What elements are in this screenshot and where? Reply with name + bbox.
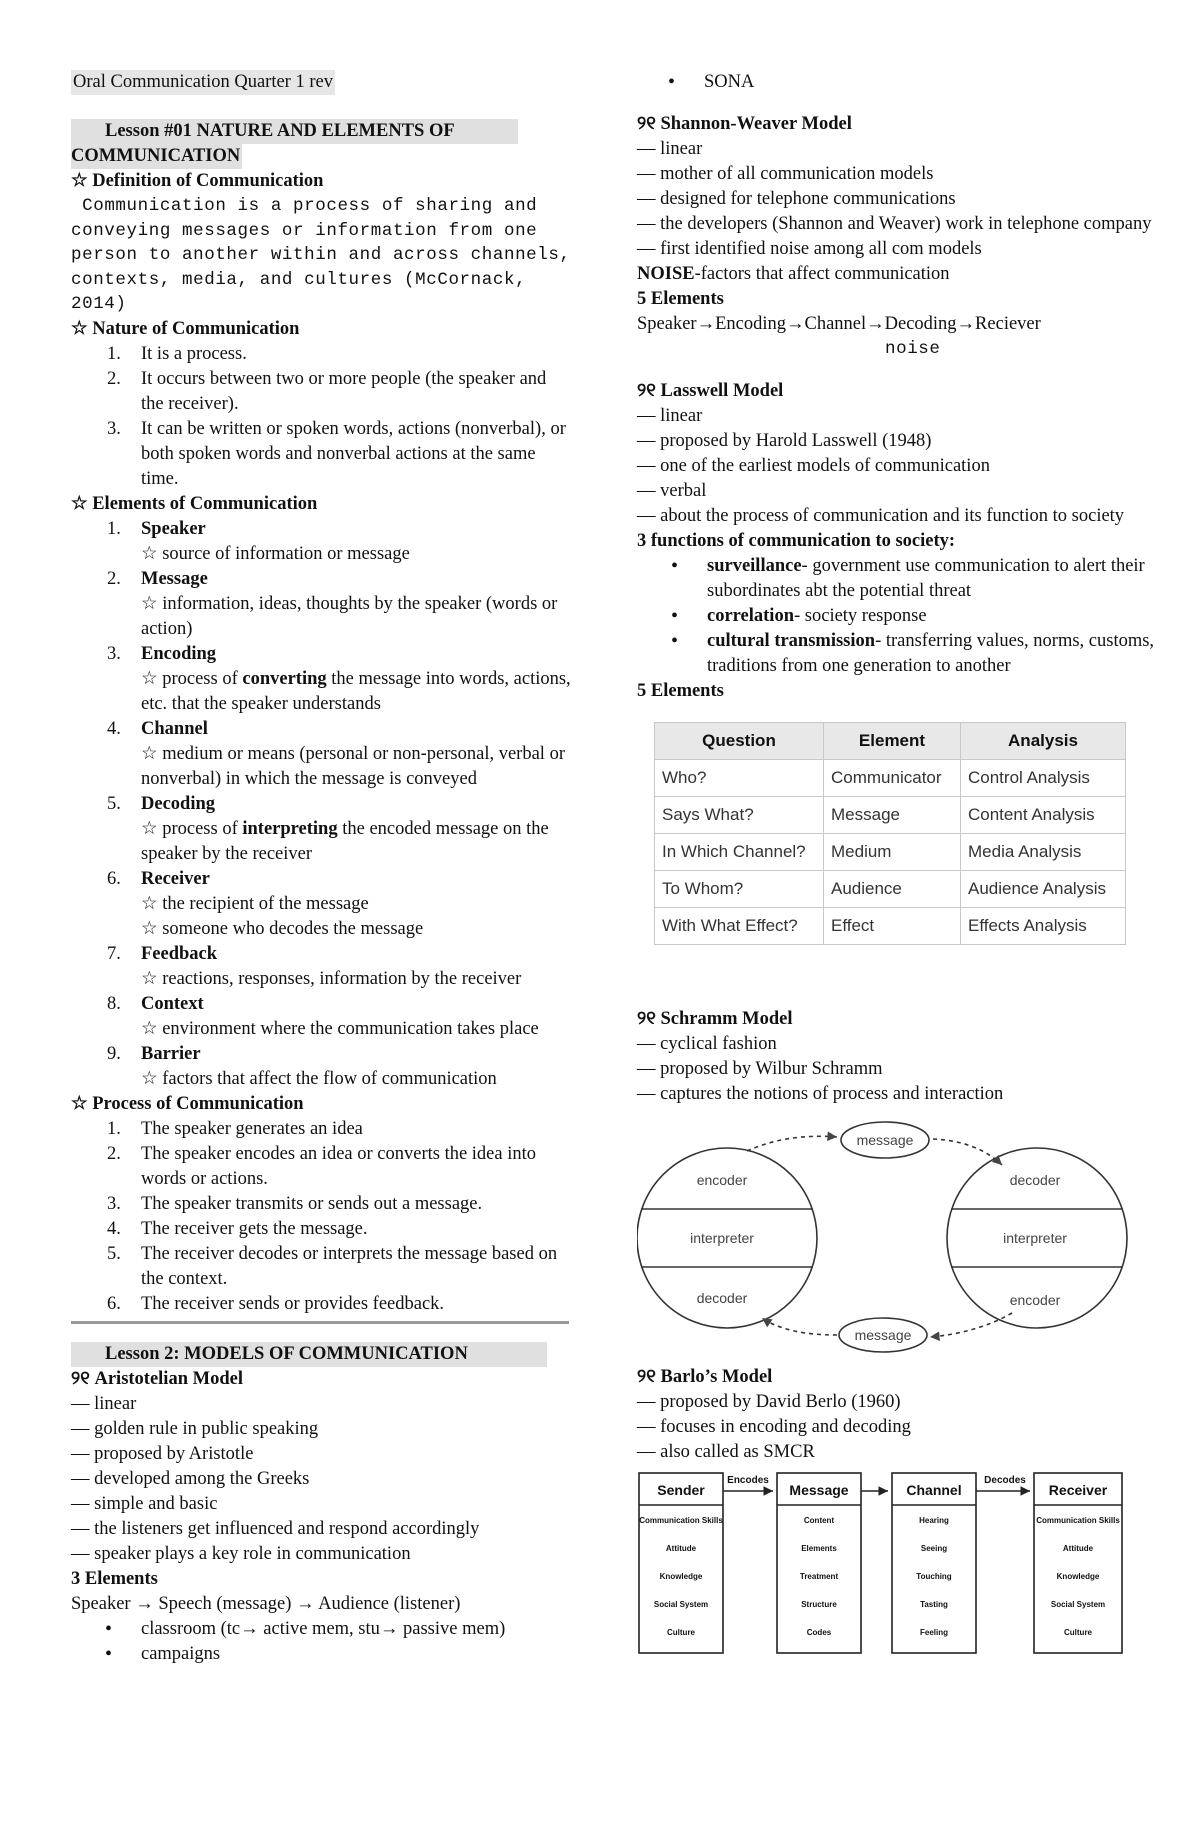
table-row <box>655 759 1126 796</box>
box-item: Elements <box>801 1543 837 1553</box>
box-item: Tasting <box>920 1599 948 1609</box>
left-interpreter-label: interpreter <box>690 1229 754 1246</box>
box-item: Touching <box>916 1571 952 1581</box>
element-message: Message ☆ information, ideas, thoughts by the speaker (words or action) <box>141 568 558 639</box>
arrow <box>747 1136 837 1151</box>
table-header: Analysis <box>961 722 1126 759</box>
lasswell-elements-heading: 5 Elements <box>637 680 724 701</box>
list-item: The speaker transmits or sends out a message. <box>141 1193 483 1214</box>
lasswell-functions <box>637 554 1157 679</box>
aristotle-line: — developed among the Greeks <box>71 1468 310 1489</box>
barlo-diagram <box>637 1471 1127 1661</box>
function-surveillance: • surveillance- government use communication to alert their subordinates abt the potential threat <box>637 554 1157 604</box>
shannon-noise-def: NOISE-factors that affect communication <box>637 264 950 284</box>
schramm-line: — captures the notions of process and interaction <box>637 1083 1004 1104</box>
shannon-line: — designed for telephone communications <box>637 189 956 209</box>
element-receiver: Receiver ☆ the recipient of the message ☆ someone who decodes the message <box>141 868 424 939</box>
lasswell-table <box>654 722 1126 945</box>
table-cell: Effects Analysis <box>961 907 1126 944</box>
schramm-heading: ୨୧ Schramm Model <box>637 1008 793 1029</box>
table-cell: In Which Channel? <box>655 833 824 870</box>
box-item: Codes <box>806 1627 832 1637</box>
aristotle-elements-heading: 3 Elements <box>71 1568 158 1589</box>
elements-heading: ☆ Elements of Communication <box>71 493 318 514</box>
table-header-row <box>655 722 1126 759</box>
lesson1-header-line2: COMMUNICATION <box>71 144 242 169</box>
message-top-label: message <box>856 1131 914 1148</box>
aristotle-bullets <box>71 1617 571 1667</box>
table-cell: Medium <box>824 833 961 870</box>
lesson1-header <box>71 119 518 144</box>
lasswell-functions-heading: 3 functions of communication to society: <box>637 530 956 551</box>
box-item: Culture <box>667 1627 695 1637</box>
arrow <box>762 1318 837 1335</box>
aristotle-line: — simple and basic <box>71 1493 218 1514</box>
table-cell: Communicator <box>824 759 961 796</box>
lasswell-heading: ୨୧ Lasswell Model <box>637 380 784 401</box>
shannon-noise-label: noise <box>885 339 941 359</box>
function-cultural-transmission: • cultural transmission- transferring values, norms, customs, traditions from one generation to another <box>637 629 1157 679</box>
right-interpreter-label: interpreter <box>1003 1229 1067 1246</box>
list-item: • SONA <box>634 70 1157 95</box>
definition-text: Communication is a process of sharing and conveying messages or information from one person to another within and across channels, contexts, media, and cultures (McCornack, 2014) <box>71 196 582 314</box>
table-row <box>655 796 1126 833</box>
channel-title: Channel <box>906 1481 962 1498</box>
right-decoder-label: decoder <box>1009 1171 1061 1188</box>
section-divider <box>71 1321 569 1324</box>
aristotle-flow: Speaker → Speech (message) → Audience (listener) <box>71 1593 461 1614</box>
encodes-label: Encodes <box>727 1474 769 1486</box>
message-box <box>777 1473 861 1653</box>
left-decoder-label: decoder <box>696 1289 748 1306</box>
lesson1-header-line1: Lesson #01 NATURE AND ELEMENTS OF <box>105 121 455 141</box>
table-header: Question <box>655 722 824 759</box>
sender-box <box>639 1473 723 1653</box>
box-item: Content <box>803 1515 835 1525</box>
table-cell: Message <box>824 796 961 833</box>
table-cell: Control Analysis <box>961 759 1126 796</box>
lasswell-line: — about the process of communication and its function to society <box>637 505 1125 526</box>
element-barrier: Barrier ☆ factors that affect the flow of communication <box>141 1043 497 1089</box>
box-item: Seeing <box>920 1543 948 1553</box>
lesson2-header: Lesson 2: MODELS OF COMMUNICATION <box>71 1342 547 1367</box>
element-speaker: Speaker ☆ source of information or message <box>141 518 410 564</box>
function-correlation: • correlation- society response <box>637 604 1157 629</box>
list-item: The receiver gets the message. <box>141 1218 368 1239</box>
nature-list <box>71 342 571 492</box>
receiver-box <box>1034 1473 1122 1653</box>
receiver-title: Receiver <box>1048 1481 1108 1498</box>
schramm-diagram <box>637 1113 1137 1353</box>
box-item: Knowledge <box>659 1571 703 1581</box>
list-item: The speaker encodes an idea or converts the idea into words or actions. <box>141 1143 537 1189</box>
sender-title: Sender <box>657 1481 705 1498</box>
left-encoder-label: encoder <box>696 1171 748 1188</box>
element-context: Context ☆ environment where the communication takes place <box>141 993 539 1039</box>
shannon-line: — first identified noise among all com models <box>637 239 982 259</box>
list-item: • classroom (tc→ active mem, stu→ passive mem) <box>71 1617 571 1642</box>
shannon-line: — the developers (Shannon and Weaver) work in telephone company <box>637 214 1152 234</box>
box-item: Communication Skills <box>639 1515 723 1525</box>
aristotle-line: — the listeners get influenced and respond accordingly <box>71 1518 480 1539</box>
shannon-elements-heading: 5 Elements <box>637 289 724 309</box>
list-item: The receiver sends or provides feedback. <box>141 1293 445 1314</box>
right-encoder-label: encoder <box>1009 1291 1061 1308</box>
shannon-line: — mother of all communication models <box>637 164 934 184</box>
shannon-flow: Speaker→Encoding→Channel→Decoding→Reciever <box>637 314 1041 334</box>
table-cell: With What Effect? <box>655 907 824 944</box>
box-item: Treatment <box>799 1571 839 1581</box>
nature-heading: ☆ Nature of Communication <box>71 318 300 339</box>
aristotle-line: — speaker plays a key role in communication <box>71 1543 411 1564</box>
table-cell: Audience <box>824 870 961 907</box>
lasswell-line: — proposed by Harold Lasswell (1948) <box>637 430 932 451</box>
box-item: Social System <box>1050 1599 1106 1609</box>
table-header: Element <box>824 722 961 759</box>
elements-list <box>71 517 571 1092</box>
box-item: Attitude <box>665 1543 697 1553</box>
channel-box <box>892 1473 976 1653</box>
schramm-line: — proposed by Wilbur Schramm <box>637 1058 883 1079</box>
table-cell: Says What? <box>655 796 824 833</box>
message-title: Message <box>789 1481 849 1498</box>
table-row <box>655 907 1126 944</box>
table-cell: Audience Analysis <box>961 870 1126 907</box>
table-cell: Effect <box>824 907 961 944</box>
element-feedback: Feedback ☆ reactions, responses, information by the receiver <box>141 943 522 989</box>
barlo-heading: ୨୧ Barlo’s Model <box>637 1366 773 1387</box>
list-item: The speaker generates an idea <box>141 1118 363 1139</box>
table-cell: Media Analysis <box>961 833 1126 870</box>
aristotle-heading: ୨୧ Aristotelian Model <box>71 1368 243 1389</box>
barlo-line: — also called as SMCR <box>637 1441 815 1462</box>
list-item: It is a process. <box>141 343 247 364</box>
aristotle-bullets-continued <box>634 70 1157 95</box>
list-item: The receiver decodes or interprets the message based on the context. <box>141 1243 558 1289</box>
barlo-line: — proposed by David Berlo (1960) <box>637 1391 901 1412</box>
table-row <box>655 870 1126 907</box>
lasswell-line: — linear <box>637 405 703 426</box>
box-item: Attitude <box>1062 1543 1094 1553</box>
aristotle-line: — golden rule in public speaking <box>71 1418 319 1439</box>
barlo-line: — focuses in encoding and decoding <box>637 1416 911 1437</box>
box-item: Culture <box>1064 1627 1092 1637</box>
table-cell: Content Analysis <box>961 796 1126 833</box>
arrow <box>930 1313 1012 1337</box>
aristotle-line: — linear <box>71 1393 137 1414</box>
document-title: Oral Communication Quarter 1 rev <box>71 70 335 95</box>
box-item: Communication Skills <box>1036 1515 1120 1525</box>
list-item: It can be written or spoken words, actions (nonverbal), or both spoken words and nonverbal actions at the same time. <box>141 418 566 489</box>
aristotle-line: — proposed by Aristotle <box>71 1443 254 1464</box>
table-cell: Who? <box>655 759 824 796</box>
table-row <box>655 833 1126 870</box>
list-item: It occurs between two or more people (the speaker and the receiver). <box>141 368 547 414</box>
list-item: • campaigns <box>71 1642 571 1667</box>
table-cell: To Whom? <box>655 870 824 907</box>
lasswell-line: — one of the earliest models of communication <box>637 455 990 476</box>
box-item: Social System <box>653 1599 709 1609</box>
right-column <box>637 70 1157 1661</box>
definition-heading: ☆ Definition of Communication <box>71 171 324 191</box>
element-decoding: Decoding ☆ process of interpreting the encoded message on the speaker by the receiver <box>141 793 549 864</box>
box-item: Knowledge <box>1056 1571 1100 1581</box>
box-item: Hearing <box>919 1515 949 1525</box>
message-bottom-label: message <box>854 1326 912 1343</box>
left-column <box>71 70 582 1667</box>
shannon-heading: ୨୧ Shannon-Weaver Model <box>637 114 852 134</box>
box-item: Feeling <box>919 1627 949 1637</box>
decodes-label: Decodes <box>984 1474 1026 1486</box>
shannon-line: — linear <box>637 139 703 159</box>
schramm-line: — cyclical fashion <box>637 1033 777 1054</box>
lasswell-line: — verbal <box>637 480 707 501</box>
element-channel: Channel ☆ medium or means (personal or non-personal, verbal or nonverbal) in which the message is conveyed <box>141 718 565 789</box>
box-item: Structure <box>801 1599 837 1609</box>
element-encoding: Encoding ☆ process of converting the message into words, actions, etc. that the speaker understands <box>141 643 571 714</box>
process-heading: ☆ Process of Communication <box>71 1093 304 1114</box>
process-list <box>71 1117 571 1317</box>
